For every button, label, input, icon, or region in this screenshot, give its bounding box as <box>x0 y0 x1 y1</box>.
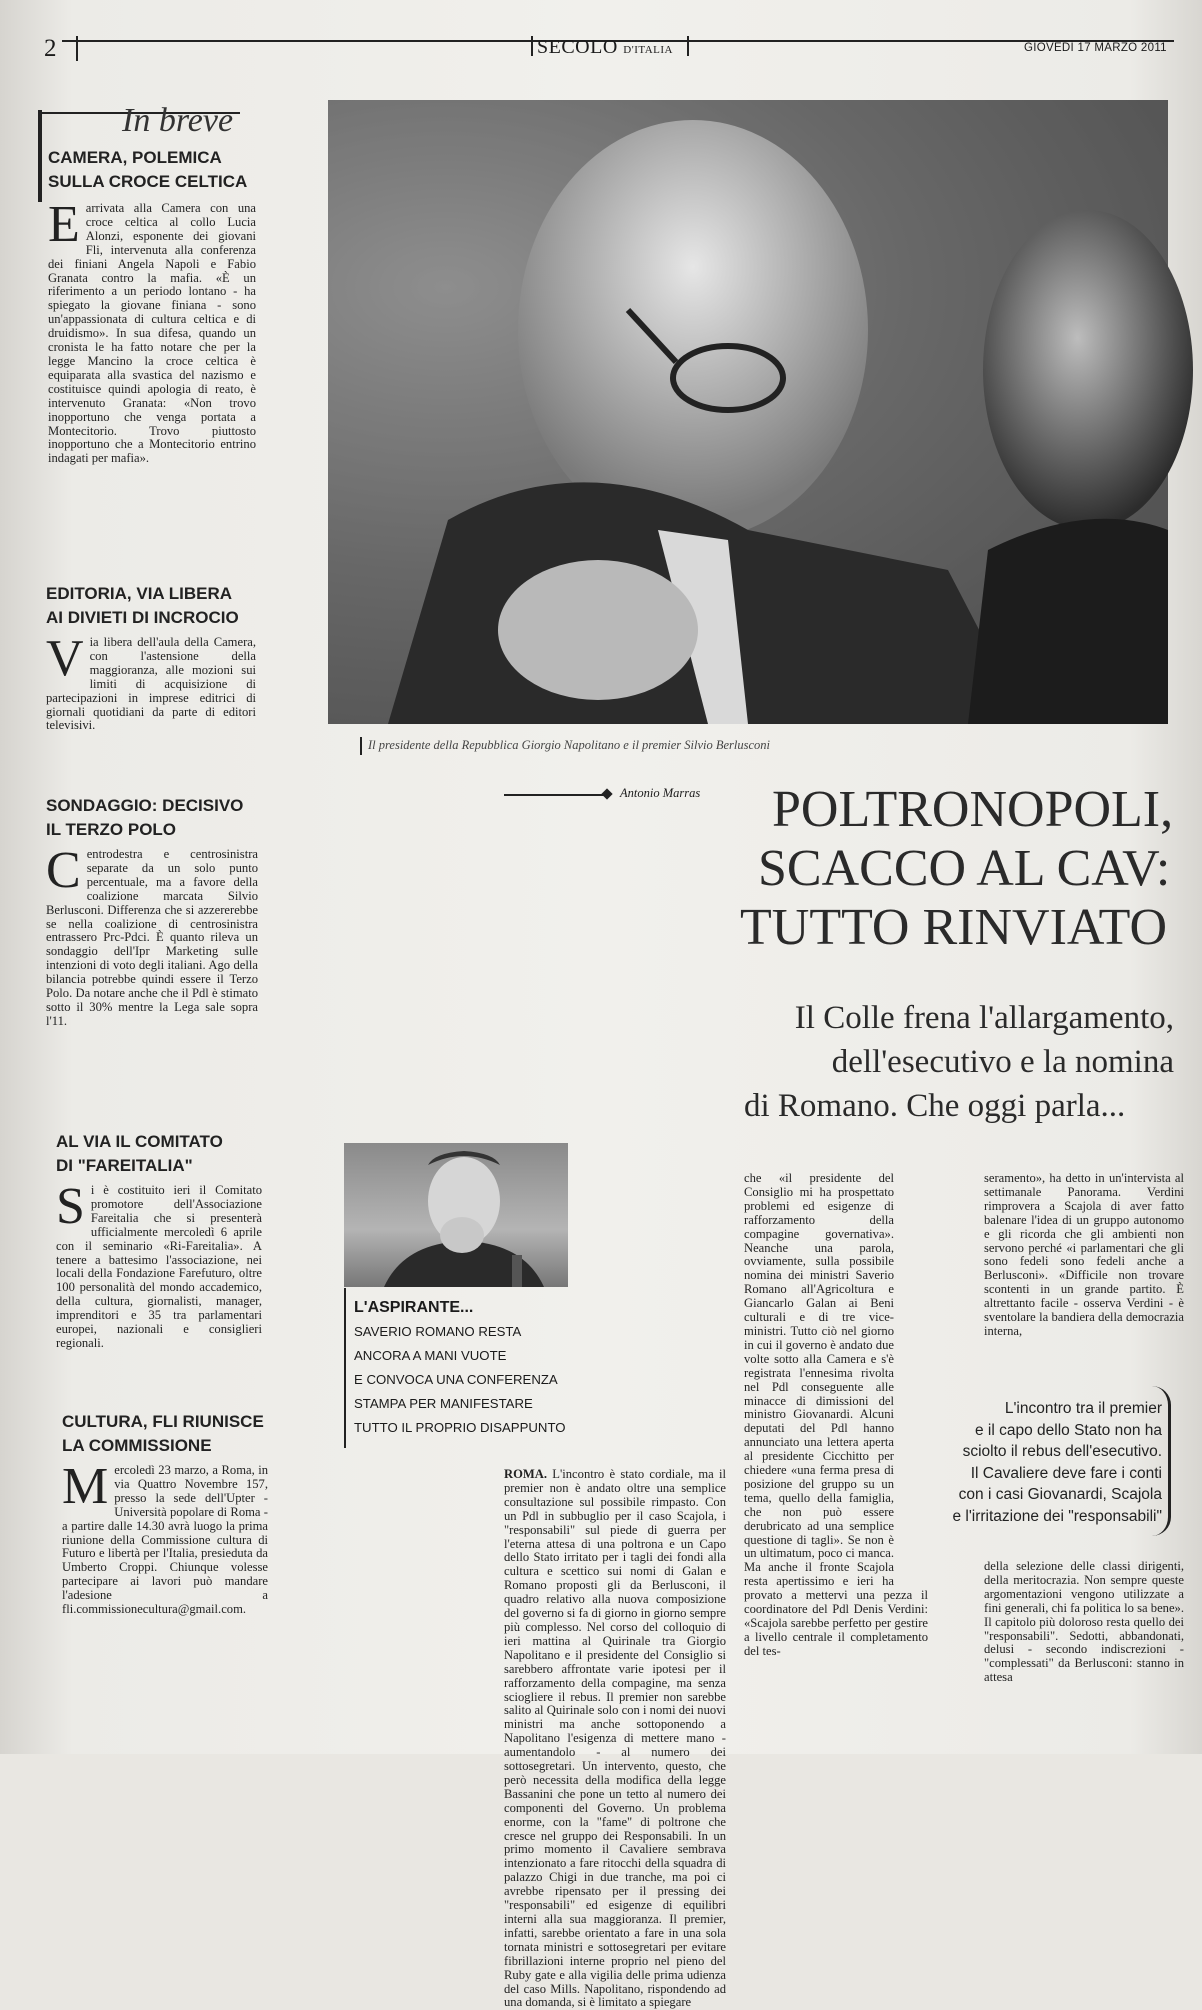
brief-5-title: CULTURA, FLI RIUNISCE LA COMMISSIONE <box>62 1412 264 1455</box>
inset-caption-title: L'ASPIRANTE... <box>354 1299 474 1316</box>
subheadline <box>744 996 1174 1128</box>
napolitano-head <box>518 120 868 540</box>
dateline: ROMA. <box>504 1467 548 1481</box>
issue-date: GIOVEDÌ 17 MARZO 2011 <box>1024 42 1167 54</box>
column-3-bottom-text: della selezione delle classi dirigenti, della meritocrazia. Non sempre queste argomentazioni vengono utilizzate a fini generali, chi fa politica lo sa bene». Il capitolo più doloroso resta quello dei "responsabili". Sedotti, abbandonati, delusi - secondo indiscrezioni - "complessati" da Berlusconi: stanno in attesa <box>984 1559 1184 1685</box>
headline <box>740 780 1178 957</box>
subheadline-line-1: Il Colle frena l'allargamento, <box>794 1000 1174 1036</box>
brief-2-body: Via libera dell'aula della Camera, con l'astensione della maggioranza, alle mozioni sui limiti di acquisizione di partecipazioni in imprese editrici di giornali quotidiani da parte di editori televisivi. <box>46 630 256 733</box>
column-3-top-text: seramento», ha detto in un'intervista al settimanale Panorama. Verdini rimprovera a Scajola di aver fatto balenare l'idea di un gruppo autonomo e gli ricorda che gli ambienti non servono perché «i parlamentari che gli sono fedeli sono fedeli anche a Berlusconi». «Difficile non trovare scontenti in un grande partito. È altrettanto facile - osserva Verdini - è sventolare la bandiera della democrazia interna, <box>984 1171 1184 1338</box>
masthead-bar-right <box>687 36 689 56</box>
byline: Antonio Marras <box>620 786 701 800</box>
headline-line-3: TUTTO RINVIATO <box>740 899 1168 956</box>
page-number: 2 <box>44 35 57 62</box>
inset-caption-text: SAVERIO ROMANO RESTA ANCORA A MANI VUOTE E CONVOCA UNA CONFERENZA STAMPA PER MANIFESTARE TUTTO IL PROPRIO DISAPPUNTO <box>354 1324 566 1435</box>
page-number-bar <box>76 36 78 61</box>
brief-2-title: EDITORIA, VIA LIBERA AI DIVIETI DI INCROCIO <box>46 584 239 627</box>
brief-5-body: Mercoledì 23 marzo, a Roma, in via Quattro Novembre 157, presso la sede dell'Upter - Università popolare di Roma - a partire dalle 14.30 avrà luogo la prima riunione della Commissione cultura di Futuro e libertà per l'Italia, presieduta da Umberto Croppi. Chiunque volesse partecipare ai lavori può mandare l'adesione a fli.commissionecultura@gmail.com. <box>62 1458 268 1617</box>
masthead <box>537 36 673 61</box>
inset-photo <box>344 1143 568 1287</box>
brief-2 <box>46 582 256 733</box>
brief-1-title: CAMERA, POLEMICA SULLA CROCE CELTICA <box>48 148 248 191</box>
brief-3 <box>46 794 258 1029</box>
column-2-text: che «il presidente del Consiglio mi ha prospettato problemi ed esigenze di rafforzamento della compagine governativa». Neanche una parola, ovviamente, sulla possibile nomina dei ministri Saverio Romano all'Agricoltura e Giancarlo Galan ai Beni culturali e di tre vice-ministri. Tutto ciò nel giorno in cui il governo è andato due volte sotto alla Camera e s'è registrata l'ennesima rivolta nel Pdl conseguente alle minacce di dimissioni del ministro Giovanardi. Alcuni deputati del Pdl hanno annunciato una lettera aperta al presidente Cicchitto per chiedere «una ferma presa di posizione del gruppo su un tema, quello della famiglia, che non può essere derubricato ad una semplice questione di tagli». Se non è un ultimatum, poco ci manca. Ma anche il fronte Scajola resta apertissimo e ieri ha provato a mettervi una pezza il coordinatore del Pdl Denis Verdini: «Scajola sarebbe perfetto per gestire a livello centrale il completamento del tes- <box>744 1171 928 1658</box>
brief-1 <box>48 146 256 466</box>
inset-caption <box>354 1298 564 1440</box>
headline-line-2: SCACCO AL CAV: <box>758 840 1171 897</box>
brief-5-dropcap: M <box>62 1458 109 1515</box>
in-breve-label: In breve <box>122 102 234 139</box>
brief-1-body: Earrivata alla Camera con una croce celtica al collo Lucia Alonzi, esponente dei giovani Fli, intervenuta alla conferenza dei finiani Angela Napoli e Fabio Granata contro la mafia. «È un riferimento a un periodo lontano - ha spiegato la giovane finiana - sono un'appassionata di cultura celtica e di druidismo». In sua difesa, quando un cronista le ha fatto notare che per la legge Mancino la croce celtica è equiparata alla svastica del nazismo e costituisce quindi apologia di reato, è intervenuto Granata: «Non trovo inopportuno che venga portata a Montecitorio. Trovo piuttosto inopportuno che a Montecitorio entrino indagati per mafia». <box>48 196 256 466</box>
main-photo <box>328 100 1168 724</box>
inset-photo-illustration <box>344 1143 568 1287</box>
masthead-small: D'ITALIA <box>623 44 673 56</box>
brief-1-dropcap: E <box>48 196 80 253</box>
brief-3-body: Centrodestra e centrosinistra separate da un solo punto percentuale, ma a favore della coalizione marcata Silvio Berlusconi. Differenza che si azzererebbe se nella coalizione di centrosinistra entrassero Prc-Pdci. È quanto rileva un sondaggio dell'Ipr Marketing sulle intenzioni di voto degli italiani. Ago della bilancia potrebbe quindi essere il Terzo Polo. Da notare anche che il Pdl è stimato sotto il 30% mentre la Lega sale sopra l'11. <box>46 842 258 1028</box>
inset-caption-bar <box>344 1288 346 1448</box>
brief-4-dropcap: S <box>56 1178 85 1235</box>
brief-5 <box>62 1410 268 1617</box>
subheadline-line-3: di Romano. Che oggi parla... <box>744 1088 1126 1124</box>
byline-diamond-icon <box>601 788 612 799</box>
subheadline-line-2: dell'esecutivo e la nomina <box>831 1044 1174 1080</box>
photo-illustration <box>328 100 1168 724</box>
napolitano-hand <box>498 560 698 700</box>
berlusconi-head <box>983 210 1193 530</box>
headline-line-1: POLTRONOPOLI, <box>772 781 1174 838</box>
column-1-text: L'incontro è stato cordiale, ma il premier non è andato oltre una semplice consultazione sul possibile rimpasto. Con un Pdl in subbuglio per il caso Scajola, i "responsabili" sul piede di guerra per l'eterna attesa di una poltrona e un Capo dello Stato irritato per i tagli dei fondi alla cultura e scettico sui nomi di Galan e Romano proposti gli da Berlusconi, il quadro relativo alla nuova composizione del governo si fa di giorno in giorno sempre più complesso. Nel corso del colloquio di ieri mattina al Quirinale tra Giorgio Napolitano e il presidente del Consiglio si sarebbero affrontate varie ipotesi per il rafforzamento della compagine, ma senza sciogliere il rebus. Il premier non sarebbe salito al Quirinale solo con i nomi dei nuovi ministri ma anche sottoponendo a Napolitano l'esigenza di mettere mano - aumentandolo - al numero dei sottosegretari. Un intervento, questo, che però necessita della modifica della legge Bassanini che pone un tetto al numero dei componenti del Governo. Un problema enorme, con la "fame" di poltrone che cresce nel gruppo dei Responsabili. In un primo momento il Cavaliere sembrava intenzionato a fare ritocchi della squadra di palazzo Chigi in due tranche, ma poi ci avrebbe ripensato per il pressing dei "responsabili" ed esigenze di equilibri interni alla sua maggioranza. Il premier, infatti, sarebbe orientato a fare in una sola tornata ministri e sottosegretari per evitare fibrillazioni interne proprio nel pieno del Ruby gate e alla vigilia delle prima udienza del caso Mills. Napolitano, rispondendo ad una domanda, si è limitato a spiegare <box>504 1467 726 2010</box>
sidebar-accent-bar <box>38 110 42 202</box>
caption-marker <box>360 737 362 755</box>
brief-3-title: SONDAGGIO: DECISIVO IL TERZO POLO <box>46 796 244 839</box>
pull-quote: L'incontro tra il premier e il capo dello Stato non ha sciolto il rebus dell'esecutivo. Il Cavaliere deve fare i conti con i casi Giovanardi, Scajola e l'irritazione dei "responsabili" <box>952 1400 1162 1525</box>
masthead-main: SECOLO <box>537 36 618 58</box>
article-column-3-top <box>984 1172 1184 1408</box>
pullquote-spacer-2 <box>928 1576 968 1638</box>
masthead-bar-left <box>531 36 533 56</box>
photo-caption: Il presidente della Repubblica Giorgio Napolitano e il premier Silvio Berlusconi <box>368 738 771 752</box>
pull-quote-bracket <box>1152 1386 1171 1536</box>
byline-rule <box>504 794 604 796</box>
berlusconi-suit <box>968 519 1168 724</box>
article-column-3-bottom <box>984 1560 1184 1742</box>
brief-3-dropcap: C <box>46 842 81 899</box>
brief-4-title: AL VIA IL COMITATO DI "FAREITALIA" <box>56 1132 223 1175</box>
brief-4-body: Si è costituito ieri il Comitato promotore dell'Associazione Fareitalia che si presenterà ufficialmente mercoledì 6 aprile con il seminario «Ri-Fareitalia». A tenere a battesimo l'associazione, nei locali della Fondazione Farefuturo, oltre 100 personalità del mondo accademico, della cultura, giornalisti, manager, imprenditori e 35 tra parlamentari europei, nazionali e consiglieri regionali. <box>56 1178 262 1350</box>
brief-4 <box>56 1130 262 1351</box>
brief-2-dropcap: V <box>46 630 84 687</box>
